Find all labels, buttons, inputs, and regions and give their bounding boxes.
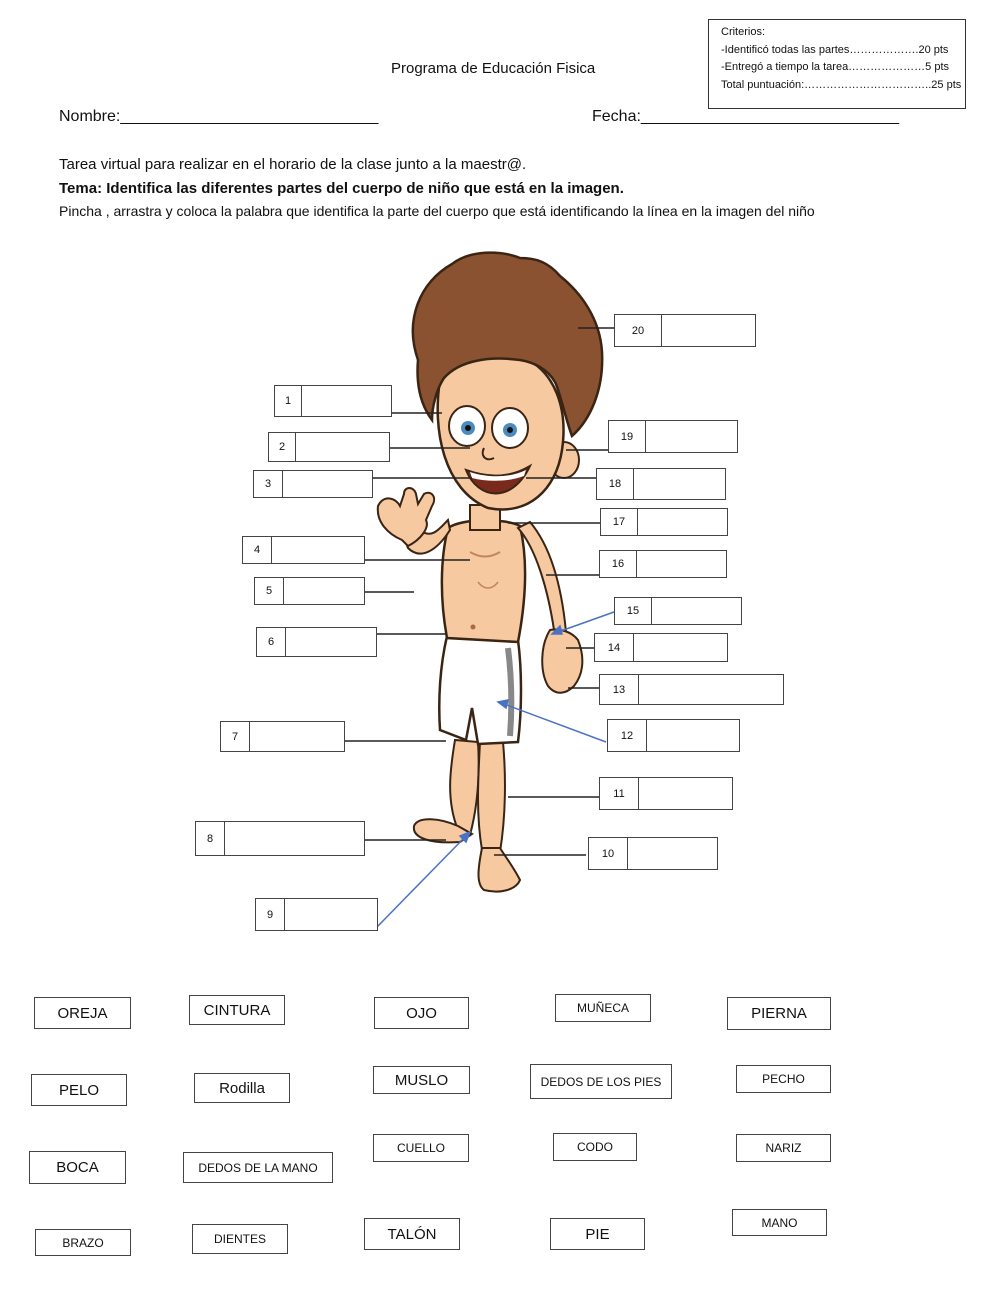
word-pecho[interactable]: PECHO	[736, 1065, 831, 1093]
answer-box-13[interactable]	[599, 674, 784, 705]
answer-number-14: 14	[595, 634, 634, 661]
answer-box-7[interactable]	[220, 721, 345, 752]
answer-number-9: 9	[256, 899, 285, 930]
criteria-heading: Criterios:	[721, 26, 766, 38]
word-dedos-de-los-pies[interactable]: DEDOS DE LOS PIES	[530, 1064, 672, 1099]
answer-number-4: 4	[243, 537, 272, 563]
answer-box-3[interactable]	[253, 470, 373, 498]
date-field: Fecha:_____________________________	[592, 108, 899, 125]
answer-box-6[interactable]	[256, 627, 377, 657]
page-title: Programa de Educación Fisica	[391, 60, 596, 77]
word-pie[interactable]: PIE	[550, 1218, 645, 1250]
answer-box-14[interactable]	[594, 633, 728, 662]
word-mano[interactable]: MANO	[732, 1209, 827, 1236]
instruction-line-3: Pincha , arrastra y coloca la palabra que identifica la parte del cuerpo que está identificando la línea en la imagen del niño	[59, 203, 815, 219]
answer-box-19[interactable]	[608, 420, 738, 453]
answer-number-6: 6	[257, 628, 286, 656]
answer-number-12: 12	[608, 720, 647, 751]
word-dientes[interactable]: DIENTES	[192, 1224, 288, 1254]
word-pierna[interactable]: PIERNA	[727, 997, 831, 1030]
shorts	[439, 636, 521, 744]
answer-number-1: 1	[275, 386, 302, 416]
answer-box-8[interactable]	[195, 821, 365, 856]
answer-box-16[interactable]	[599, 550, 727, 578]
lowered-arm	[518, 522, 582, 693]
raised-arm	[378, 488, 450, 554]
answer-box-1[interactable]	[274, 385, 392, 417]
answer-number-15: 15	[615, 598, 652, 624]
criteria-row-3: Total puntuación:……………………………..25 pts	[721, 78, 962, 91]
answer-number-7: 7	[221, 722, 250, 751]
answer-number-18: 18	[597, 469, 634, 499]
word-cintura[interactable]: CINTURA	[189, 995, 285, 1025]
answer-number-3: 3	[254, 471, 283, 497]
answer-box-12[interactable]	[607, 719, 740, 752]
word-oreja[interactable]: OREJA	[34, 997, 131, 1029]
word-dedos-de-la-mano[interactable]: DEDOS DE LA MANO	[183, 1152, 333, 1183]
word-nariz[interactable]: NARIZ	[736, 1134, 831, 1162]
answer-box-10[interactable]	[588, 837, 718, 870]
answer-box-5[interactable]	[254, 577, 365, 605]
criteria-row-2: -Entregó a tiempo la tarea…………………5 pts	[721, 61, 950, 73]
answer-box-4[interactable]	[242, 536, 365, 564]
answer-number-5: 5	[255, 578, 284, 604]
answer-box-11[interactable]	[599, 777, 733, 810]
word-muslo[interactable]: MUSLO	[373, 1066, 470, 1094]
name-field: Nombre:_____________________________	[59, 108, 379, 125]
answer-number-19: 19	[609, 421, 646, 452]
word-codo[interactable]: CODO	[553, 1133, 637, 1161]
answer-number-8: 8	[196, 822, 225, 855]
instruction-topic: Tema: Identifica las diferentes partes del cuerpo de niño que está en la imagen.	[59, 180, 624, 197]
word-cuello[interactable]: CUELLO	[373, 1134, 469, 1162]
word-pelo[interactable]: PELO	[31, 1074, 127, 1106]
word-ojo[interactable]: OJO	[374, 997, 469, 1029]
answer-box-15[interactable]	[614, 597, 742, 625]
instruction-line-1: Tarea virtual para realizar en el horario de la clase junto a la maestr@.	[59, 156, 527, 173]
answer-box-18[interactable]	[596, 468, 726, 500]
word-boca[interactable]: BOCA	[29, 1151, 126, 1184]
answer-box-20[interactable]	[614, 314, 756, 347]
answer-number-11: 11	[600, 778, 639, 809]
answer-box-9[interactable]	[255, 898, 378, 931]
word-brazo[interactable]: BRAZO	[35, 1229, 131, 1256]
answer-box-2[interactable]	[268, 432, 390, 462]
answer-number-10: 10	[589, 838, 628, 869]
legs	[414, 740, 520, 892]
word-muneca[interactable]: MUÑECA	[555, 994, 651, 1022]
word-rodilla[interactable]: Rodilla	[194, 1073, 290, 1103]
criteria-row-1: -Identificó todas las partes……………….20 pts	[721, 43, 949, 56]
word-talon[interactable]: TALÓN	[364, 1218, 460, 1250]
answer-box-17[interactable]	[600, 508, 728, 536]
answer-number-2: 2	[269, 433, 296, 461]
answer-number-17: 17	[601, 509, 638, 535]
answer-number-20: 20	[615, 315, 662, 346]
answer-number-13: 13	[600, 675, 639, 704]
answer-number-16: 16	[600, 551, 637, 577]
torso	[442, 520, 525, 642]
